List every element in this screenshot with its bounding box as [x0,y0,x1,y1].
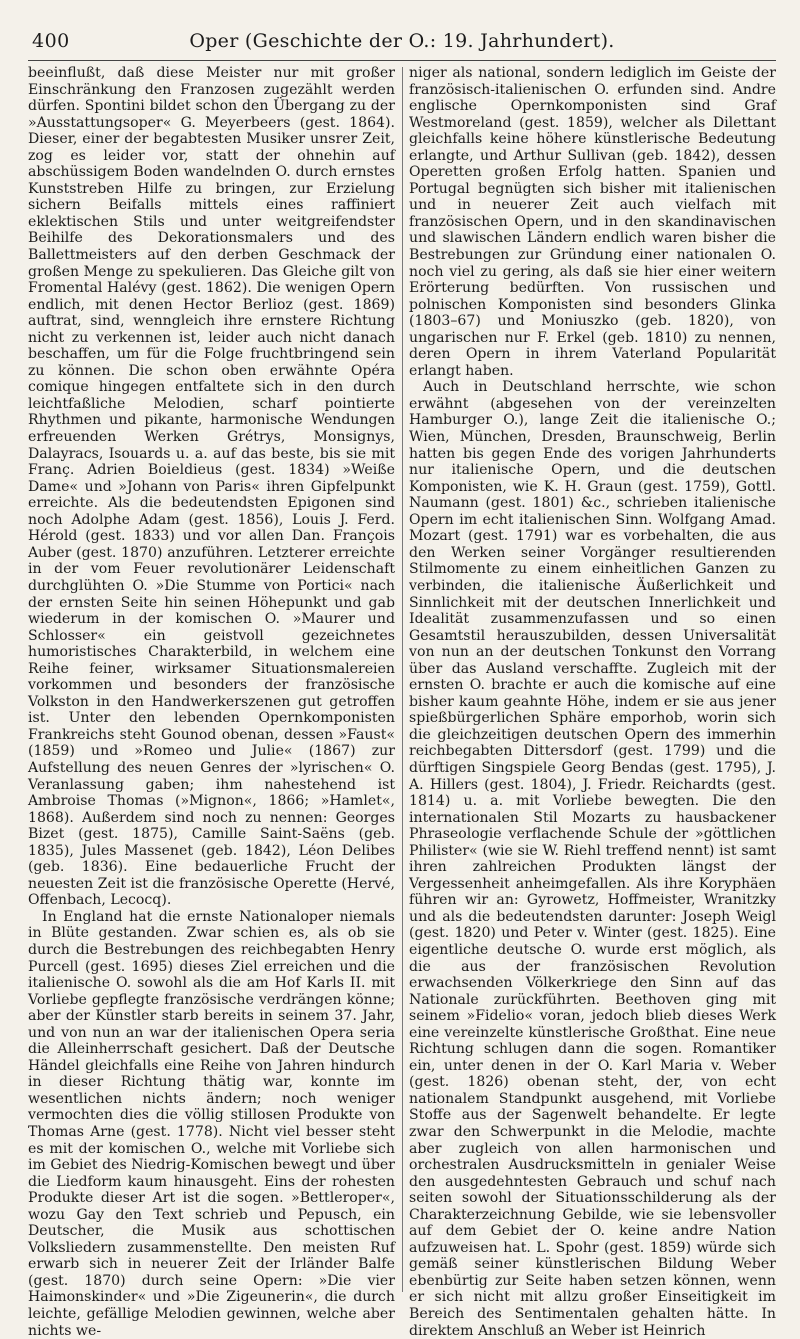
running-head: Oper (Geschichte der O.: 19. Jahrhundert). [189,30,615,52]
text-columns [28,65,776,1339]
paragraph: beeinflußt, daß diese Meister nur mit großer Einschränkung den Franzosen zugezählt werden dürfen. Spontini bildet schon den Übergang zu der »Ausstattungsoper« G. Meyerbeers (gest. 1864). Dieser, einer der begabtesten Musiker unsrer Zeit, zog es leider vor, statt der ohnehin auf abschüssigem Boden wandelnden O. durch ernstes Kunststreben Hilfe zu bringen, zur Erzielung sichern Beifalls mittels eines raffiniert eklektischen Stils und unter weitgreifendster Beihilfe des Dekorationsmalers und des Ballettmeisters auf den derben Geschmack der großen Menge zu spekulieren. Das Gleiche gilt von Fromental Halévy (gest. 1862). Die wenigen Opern endlich, mit denen Hector Berlioz (gest. 1869) auftrat, sind, wenngleich ihre ernstere Richtung nicht zu verkennen ist, leider auch nicht danach beschaffen, um für die Folge fruchtbringend sein zu können. Die schon oben erwähnte Opéra comique hingegen entfaltete sich in den durch leichtfaßliche Melodien, scharf pointierte Rhythmen und pikante, harmonische Wendungen erfreuenden Werken Grétrys, Monsignys, Dalayracs, Isouards u. a. auf das beste, bis sie mit Franç. Adrien Boieldieus (gest. 1834) »Weiße Dame« und »Johann von Paris« ihren Gipfelpunkt erreichte. Als die bedeutendsten Epigonen sind noch Adolphe Adam (gest. 1856), Louis J. Ferd. Hérold (gest. 1833) und vor allen Dan. François Auber (gest. 1870) anzuführen. Letzterer erreichte in der vom Feuer revolutionärer Leidenschaft durchglühten O. »Die Stumme von Portici« nach der ernsten Seite hin seinen Höhepunkt und gab wiederum in der komischen O. »Maurer und Schlosser« ein geistvoll gezeichnetes humoristisches Charakterbild, in welchem eine Reihe feiner, wirksamer Situationsmalereien vorkommen und besonders der französische Volkston in den Handwerkerszenen gut getroffen ist. Unter den lebenden Opernkomponisten Frankreichs steht Gounod obenan, dessen »Faust« (1859) und »Romeo und Julie« (1867) zur Aufstellung des neuen Genres der »lyrischen« O. Veranlassung gaben; ihm nahestehend ist Ambroise Thomas (»Mignon«, 1866; »Hamlet«, 1868). Außerdem sind noch zu nennen: Georges Bizet (gest. 1875), Camille Saint-Saëns (geb. 1835), Jules Massenet (geb. 1842), Léon Delibes (geb. 1836). Eine bedauerliche Frucht der neuesten Zeit ist die französische Operette (Hervé, Offenbach, Lecocq). [28,65,395,909]
paragraph: niger als national, sondern lediglich im Geiste der französisch-italienischen O. erfunden sind. Andre englische Opernkomponisten sind Graf Westmoreland (gest. 1859), welcher als Dilettant gleichfalls keine höhere künstlerische Bedeutung erlangte, und Arthur Sullivan (geb. 1842), dessen Operetten großen Erfolg hatten. Spanien und Portugal begnügten sich bisher mit italienischen und in neuerer Zeit auch vielfach mit französischen Opern, und in den skandinavischen und slawischen Ländern endlich waren bisher die Bestrebungen zur Gründung einer nationalen O. noch viel zu gering, als daß sie hier einer weitern Erörterung bedürften. Von russischen und polnischen Komponisten sind besonders Glinka (1803–67) und Moniuszko (geb. 1820), von ungarischen nur F. Erkel (geb. 1810) zu nennen, deren Opern in ihrem Vaterland Popularität erlangt haben. [409,65,776,379]
left-column [28,65,395,1339]
column-divider [402,67,403,1292]
right-column [409,65,776,1339]
page-number: 400 [32,30,70,52]
paragraph: In England hat die ernste Nationaloper niemals in Blüte gestanden. Zwar schien es, als ob sie durch die Bestrebungen des reichbegabten Henry Purcell (gest. 1695) dieses Ziel erreichen und die italienische O. sowohl als die am Hof Karls II. mit Vorliebe gepflegte französische verdrängen könne; aber der Künstler starb bereits in seinem 37. Jahr, und von nun an war der italienischen Opera seria die Alleinherrschaft gesichert. Daß der Deutsche Händel gleichfalls eine Reihe von Jahren hindurch in dieser Richtung thätig war, konnte im wesentlichen nichts ändern; noch weniger vermochten dies die völlig stillosen Produkte von Thomas Arne (gest. 1778). Nicht viel besser steht es mit der komischen O., welche mit Vorliebe sich im Gebiet des Niedrig-Komischen bewegt und über die Liedform kaum hinausgeht. Eins der rohesten Produkte dieser Art ist die sogen. »Bettleroper«, wozu Gay den Text schrieb und Pepusch, ein Deutscher, die Musik aus schottischen Volksliedern zusammenstellte. Den meisten Ruf erwarb sich in neuerer Zeit der Irländer Balfe (gest. 1870) durch seine Opern: »Die vier Haimonskinder« und »Die Zigeunerin«, die durch leichte, gefällige Melodien gewinnen, welche aber nichts we- [28,908,395,1339]
page-header [28,26,776,61]
paragraph: Auch in Deutschland herrschte, wie schon erwähnt (abgesehen von der vereinzelten Hamburger O.), lange Zeit die italienische O.; Wien, München, Dresden, Braunschweig, Berlin hatten bis gegen Ende des vorigen Jahrhunderts nur italienische Opern, und die deutschen Komponisten, wie K. H. Graun (gest. 1759), Gottl. Naumann (gest. 1801) &c., schrieben italienische Opern im echt italienischen Sinn. Wolfgang Amad. Mozart (gest. 1791) war es vorbehalten, die aus den Werken seiner Vorgänger resultierenden Stilmomente zu einem einheitlichen Ganzen zu verbinden, die italienische Äußerlichkeit und Sinnlichkeit mit der deutschen Innerlichkeit und Idealität zusammenzufassen und so einen Gesamtstil herauszubilden, dessen Universalität von nun an der deutschen Tonkunst den Vorrang über das Ausland verschaffte. Zugleich mit der ernsten O. brachte er auch die komische auf eine bisher kaum geahnte Höhe, indem er sie aus jener spießbürgerlichen Sphäre emporhob, worin sich die gleichzeitigen deutschen Opern des immerhin reichbegabten Dittersdorf (gest. 1799) und die dürftigen Singspiele Georg Bendas (gest. 1795), J. A. Hillers (gest. 1804), J. Friedr. Reichardts (gest. 1814) u. a. mit Vorliebe bewegten. Die den internationalen Stil Mozarts zu hausbackener Phraseologie verflachende Schule der »göttlichen Philister« (wie sie W. Riehl treffend nennt) ist samt ihren zahlreichen Produkten längst der Vergessenheit anheimgefallen. Als ihre Koryphäen führen wir an: Gyrowetz, Hoffmeister, Wranitzky und als die bedeutendsten darunter: Joseph Weigl (gest. 1820) und Peter v. Winter (gest. 1825). Eine eigentliche deutsche O. wurde erst möglich, als die aus der französischen Revolution erwachsenden Völkerkriege den Sinn auf das Nationale zurückführten. Beethoven ging mit seinem »Fidelio« voran, jedoch blieb dieses Werk eine vereinzelte künstlerische Großthat. Eine neue Richtung schlugen dann die sogen. Romantiker ein, unter denen in der O. Karl Maria v. Weber (gest. 1826) obenan steht, der, von echt nationalem Standpunkt ausgehend, mit Vorliebe Stoffe aus der Sagenwelt behandelte. Er legte zwar den Schwerpunkt in die Melodie, machte aber zugleich von allen harmonischen und orchestralen Ausdrucksmitteln in genialer Weise den ausgedehntesten Gebrauch und schuf nach seiten sowohl der Situationsschilderung als der Charakterzeichnung Gebilde, wie sie lebensvoller auf dem Gebiet der O. keine andre Nation aufzuweisen hat. L. Spohr (gest. 1859) würde sich gemäß seiner künstlerischen Bildung Weber ebenbürtig zur Seite haben setzen können, wenn er sich nicht mit allzu großer Einseitigkeit im Bereich des Sentimentalen gehalten hätte. In direktem Anschluß an Weber ist Heinrich [409,379,776,1339]
